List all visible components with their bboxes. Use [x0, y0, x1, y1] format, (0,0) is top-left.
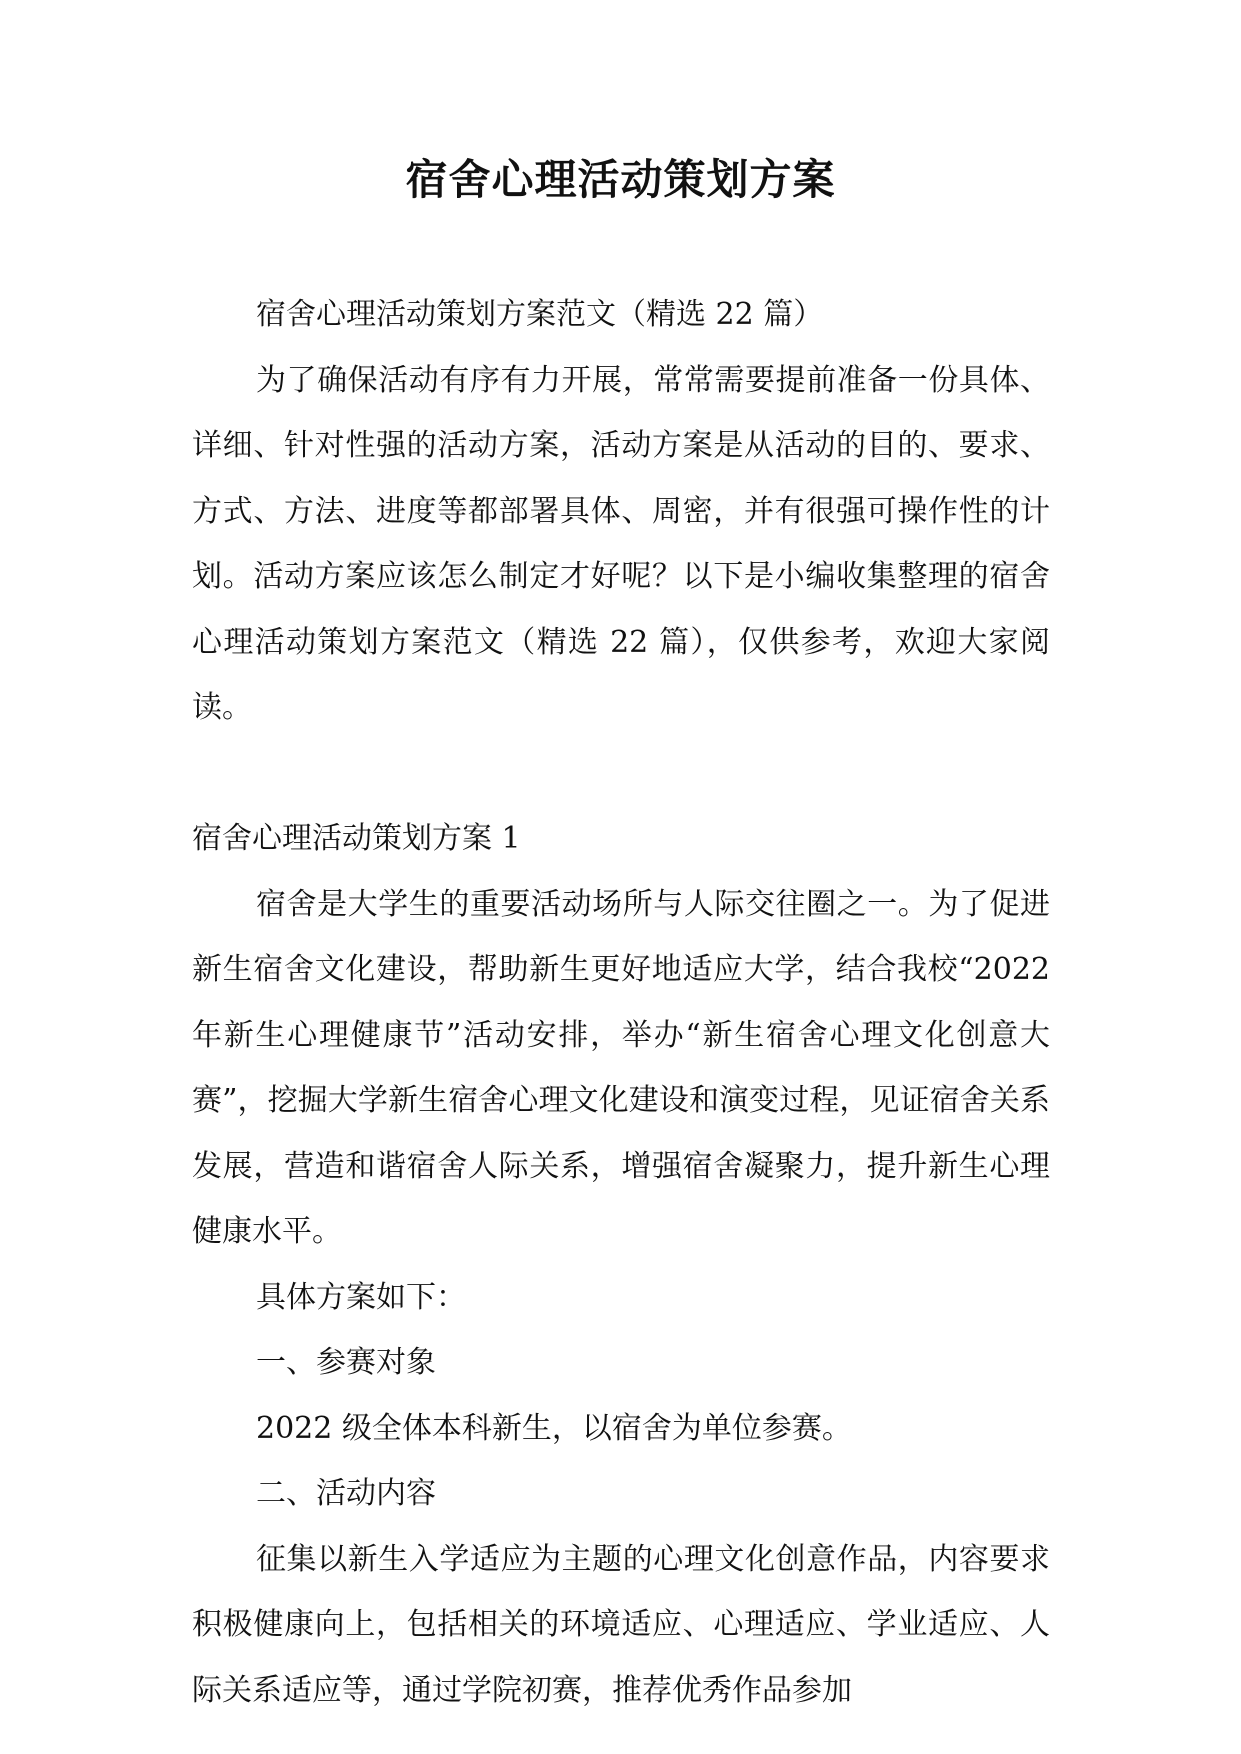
- content-paragraph: 征集以新生入学适应为主题的心理文化创意作品，内容要求积极健康向上，包括相关的环境适应、心理适应、学业适应、人际关系适应等，通过学院初赛，推荐优秀作品参加: [192, 1541, 1050, 1708]
- body-paragraph: 宿舍是大学生的重要活动场所与人际交往圈之一。为了促进新生宿舍文化建设，帮助新生更好地适应大学，结合我校“2022 年新生心理健康节”活动安排，举办“新生宿舍心理文化创意大赛”，挖掘大学新生宿舍心理文化建设和演变过程，见证宿舍关系发展，营造和谐宿舍人际关系，增强宿舍凝聚力，提升新生心理健康水平。: [192, 886, 1050, 1249]
- participants-paragraph: 2022 级全体本科新生，以宿舍为单位参赛。: [256, 1410, 852, 1446]
- plan-intro-line: 具体方案如下：: [256, 1279, 466, 1315]
- list-heading-content: 二、活动内容: [256, 1476, 436, 1511]
- list-heading-participants: 一、参赛对象: [256, 1345, 436, 1380]
- document-body: [192, 282, 1050, 1723]
- section-heading: 宿舍心理活动策划方案 1: [192, 821, 521, 856]
- document-title: 宿舍心理活动策划方案: [405, 155, 836, 204]
- intro-paragraph: 为了确保活动有序有力开展，常常需要提前准备一份具体、详细、针对性强的活动方案，活动方案是从活动的目的、要求、方式、方法、进度等都部署具体、周密，并有很强可操作性的计划。活动方案应该怎么制定才好呢？以下是小编收集整理的宿舍心理活动策划方案范文（精选 22 篇），仅供参考，欢迎大家阅读。: [192, 362, 1050, 725]
- paragraph-spacer: [192, 741, 1050, 807]
- subtitle-paragraph: 宿舍心理活动策划方案范文（精选 22 篇）: [256, 297, 824, 332]
